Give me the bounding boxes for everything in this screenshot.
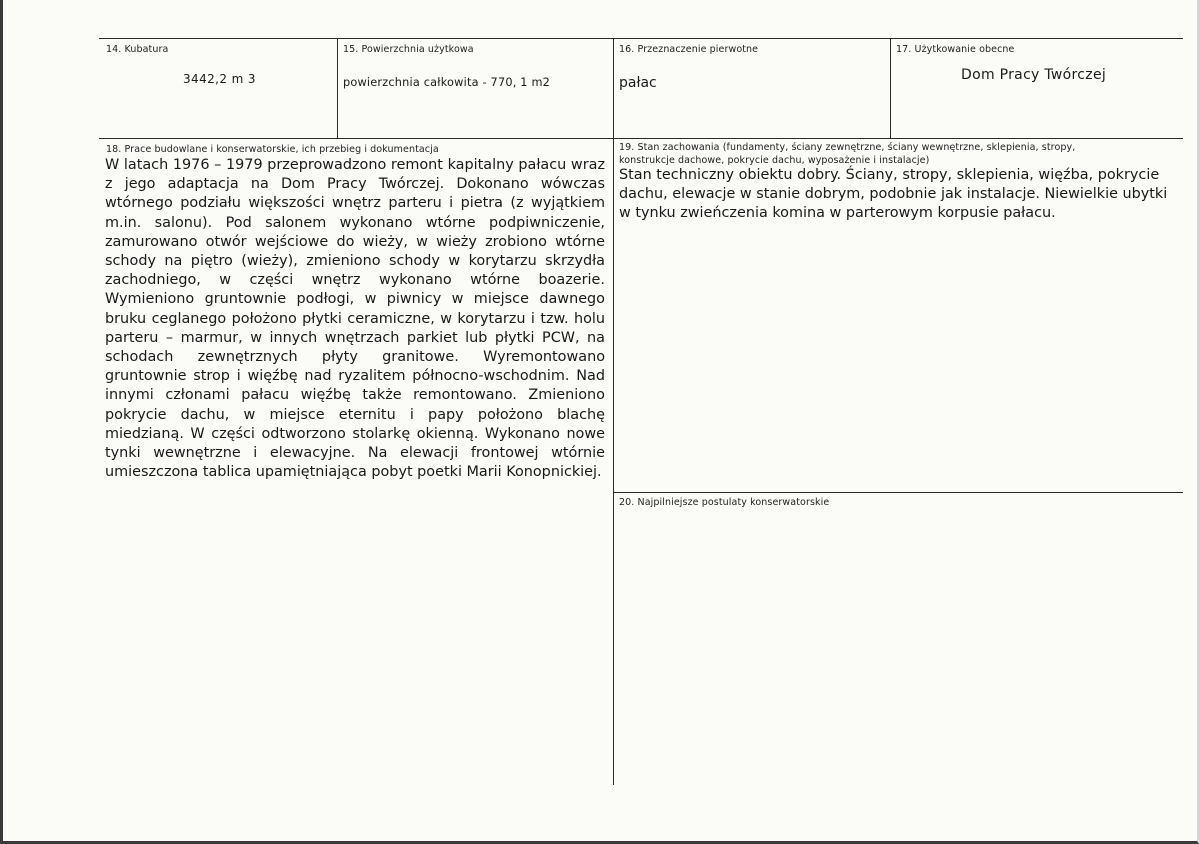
kubatura-value: 3442,2 m 3 xyxy=(183,72,256,86)
postulaty-label: 20. Najpilniejsze postulaty konserwatorskie xyxy=(619,497,830,508)
row1-bottom-rule xyxy=(99,138,1183,139)
divider-16-17 xyxy=(890,38,891,138)
przeznaczenie-value: pałac xyxy=(619,75,657,91)
prace-label: 18. Prace budowlane i konserwatorskie, ich przebieg i dokumentacja xyxy=(106,144,439,155)
przeznaczenie-label: 16. Przeznaczenie pierwotne xyxy=(619,44,759,55)
divider-15-16 xyxy=(613,38,614,785)
prace-text: W latach 1976 – 1979 przeprowadzono remont kapitalny pałacu wraz z jego adaptacja na Dom Pracy Twórczej. Dokonano wówczas wtórnego podziału większości wnętrz parteru i pietra (z wyjątkiem m.in. salonu). Pod salonem wykonano wtórne podpiwniczenie, zamurowano otwór wejściowe do wieży, w wieży zrobiono wtórne schody na piętro (wieży), zmieniono schody w korytarzu skrzydła zachodniego, w części wnętrz wykonano wtórne boazerie. Wymieniono gruntownie podłogi, w piwnicy w miejsce dawnego bruku ceglanego położono płytki ceramiczne, w korytarzu i tzw. holu parteru – marmur, w innych wnętrzach parkiet lub płytki PCW, na schodach zewnętrznych płyty granitowe. Wyremontowano gruntownie strop i więźbę nad ryzalitem północno-wschodnim. Nad innymi członami pałacu więźbę także remontowano. Zmieniono pokrycie dachu, w miejsce eternitu i papy położono blachę miedzianą. W części odtworzono stolarkę okienną. Wykonano nowe tynki wewnętrzne i elewacyjne. Na elewacji frontowej wtórnie umieszczona tablica upamiętniająca pobyt poetki Marii Konopnickiej. xyxy=(105,157,605,481)
uzytkowanie-label: 17. Użytkowanie obecne xyxy=(896,44,1015,55)
top-rule xyxy=(99,38,1183,39)
kubatura-label: 14. Kubatura xyxy=(106,44,169,55)
stan-label-line2: konstrukcje dachowe, pokrycie dachu, wyposażenie i instalacje) xyxy=(619,155,930,166)
powierzchnia-label: 15. Powierzchnia użytkowa xyxy=(343,44,474,55)
stan-label-line1: 19. Stan zachowania (fundamenty, ściany zewnętrzne, ściany wewnętrzne, sklepienia, stropy, xyxy=(619,142,1076,153)
f20-top-rule xyxy=(613,492,1183,493)
divider-14-15 xyxy=(337,38,338,138)
powierzchnia-value: powierzchnia całkowita - 770, 1 m2 xyxy=(343,76,551,89)
stan-text: Stan techniczny obiektu dobry. Ściany, stropy, sklepienia, więźba, pokrycie dachu, elewacje w stanie dobrym, podobnie jak instalacje. Niewielkie ubytki w tynku zwieńczenia komina w parterowym korpusie pałacu. xyxy=(619,167,1168,222)
uzytkowanie-value: Dom Pracy Twórczej xyxy=(961,67,1107,83)
